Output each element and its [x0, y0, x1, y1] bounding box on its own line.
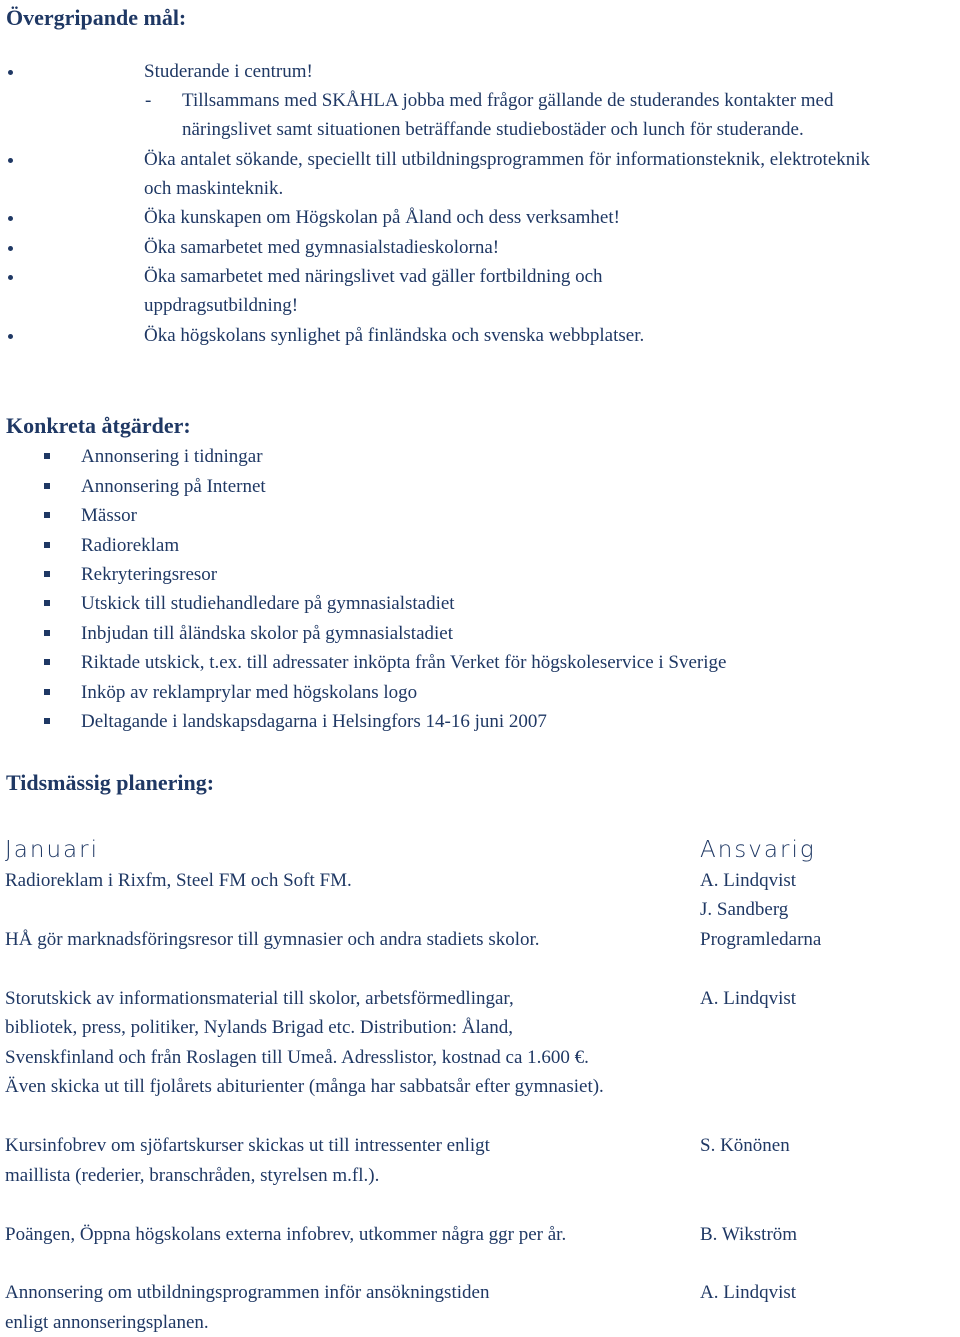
action-item: Inköp av reklamprylar med högskolans logo	[81, 682, 418, 703]
responsible-name: S. Könönen	[700, 1135, 790, 1156]
bullet-icon	[8, 216, 13, 221]
goal-item-2-line-2: och maskinteknik.	[144, 178, 284, 199]
goal-item-1: Studerande i centrum!	[144, 61, 313, 82]
action-item: Mässor	[81, 505, 137, 526]
activity-line: enligt annonseringsplanen.	[5, 1312, 209, 1333]
actions-heading: Konkreta åtgärder:	[6, 413, 191, 438]
dash-marker: -	[145, 90, 152, 111]
activity-line: Annonsering om utbildningsprogrammen inför ansökningstiden	[5, 1282, 490, 1303]
activity-line: Storutskick av informationsmaterial till skolor, arbetsförmedlingar,	[5, 988, 514, 1009]
square-bullet-icon	[44, 600, 50, 606]
goal-item-3: Öka kunskapen om Högskolan på Åland och dess verksamhet!	[144, 207, 620, 228]
planning-heading: Tidsmässig planering:	[6, 770, 215, 795]
bullet-icon	[8, 246, 13, 251]
responsible-name: A. Lindqvist	[700, 1282, 797, 1303]
action-item: Utskick till studiehandledare på gymnasialstadiet	[81, 593, 455, 614]
responsible-name: A. Lindqvist	[700, 870, 797, 891]
activity-line: Radioreklam i Rixfm, Steel FM och Soft FM.	[5, 870, 352, 891]
month-header: Januari	[5, 837, 99, 863]
goal-item-2-line-1: Öka antalet sökande, speciellt till utbildningsprogrammen för informationsteknik, elektroteknik	[144, 149, 871, 170]
activity-line: Kursinfobrev om sjöfartskurser skickas ut till intressenter enligt	[5, 1135, 490, 1156]
responsible-name: Programledarna	[700, 929, 822, 950]
activity-line: Poängen, Öppna högskolans externa infobrev, utkommer några ggr per år.	[5, 1224, 567, 1245]
responsible-name: A. Lindqvist	[700, 988, 797, 1009]
action-item: Riktade utskick, t.ex. till adressater inköpta från Verket för högskoleservice i Sverige	[81, 652, 727, 673]
activity-line: bibliotek, press, politiker, Nylands Brigad etc. Distribution: Åland,	[5, 1017, 513, 1038]
bullet-icon	[8, 334, 13, 339]
goal-item-6: Öka högskolans synlighet på finländska och svenska webbplatser.	[144, 325, 645, 346]
action-item: Inbjudan till åländska skolor på gymnasialstadiet	[81, 623, 454, 644]
action-item: Annonsering i tidningar	[81, 446, 263, 467]
goal-item-5-line-1: Öka samarbetet med näringslivet vad gäller fortbildning och	[144, 266, 603, 287]
square-bullet-icon	[44, 542, 50, 548]
activity-line: Svenskfinland och från Roslagen till Umeå. Adresslistor, kostnad ca 1.600 €.	[5, 1047, 589, 1068]
square-bullet-icon	[44, 571, 50, 577]
action-item: Radioreklam	[81, 535, 180, 556]
square-bullet-icon	[44, 630, 50, 636]
square-bullet-icon	[44, 689, 50, 695]
bullet-icon	[8, 275, 13, 280]
square-bullet-icon	[44, 512, 50, 518]
goal-subitem-line-2: näringslivet samt situationen beträffande studiebostäder och lunch för studerande.	[182, 119, 804, 140]
square-bullet-icon	[44, 483, 50, 489]
responsible-name: J. Sandberg	[700, 899, 789, 920]
responsible-name: B. Wikström	[700, 1224, 798, 1245]
goals-heading: Övergripande mål:	[6, 5, 187, 30]
action-item: Deltagande i landskapsdagarna i Helsingfors 14-16 juni 2007	[81, 711, 547, 732]
goal-subitem-line-1: Tillsammans med SKÅHLA jobba med frågor gällande de studerandes kontakter med	[182, 90, 834, 111]
bullet-icon	[8, 158, 13, 163]
activity-line: maillista (rederier, branschråden, styrelsen m.fl.).	[5, 1165, 380, 1186]
goal-item-5-line-2: uppdragsutbildning!	[144, 295, 299, 316]
square-bullet-icon	[44, 659, 50, 665]
square-bullet-icon	[44, 718, 50, 724]
activity-line: Även skicka ut till fjolårets abiturienter (många har sabbatsår efter gymnasiet).	[5, 1076, 604, 1097]
action-item: Annonsering på Internet	[81, 476, 266, 497]
responsible-header: Ansvarig	[700, 837, 816, 863]
square-bullet-icon	[44, 453, 50, 459]
action-item: Rekryteringsresor	[81, 564, 218, 585]
activity-line: HÅ gör marknadsföringsresor till gymnasier och andra stadiets skolor.	[5, 929, 540, 950]
goal-item-4: Öka samarbetet med gymnasialstadieskolorna!	[144, 237, 500, 258]
bullet-icon	[8, 70, 13, 75]
